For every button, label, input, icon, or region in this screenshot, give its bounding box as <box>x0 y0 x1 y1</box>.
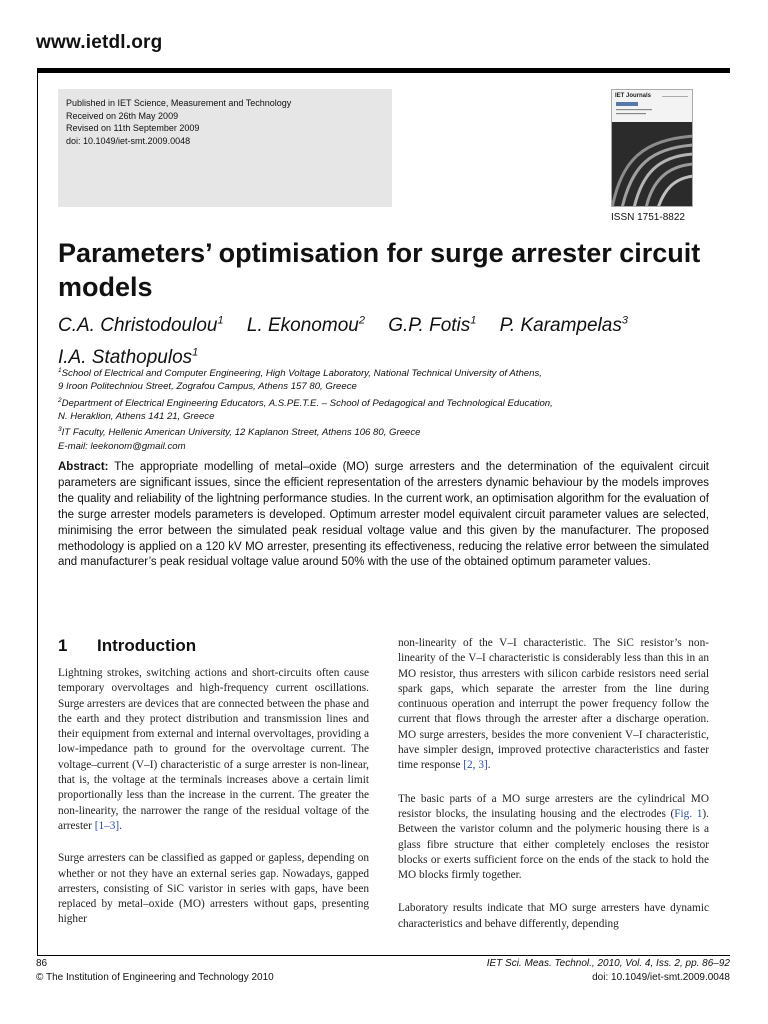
author-list <box>58 308 628 371</box>
citation-link[interactable]: [2, 3] <box>463 759 488 772</box>
author: P. Karampelas$^3$ <box>499 315 628 337</box>
footer-doi: doi: 10.1049/iet-smt.2009.0048 <box>592 972 730 983</box>
author: L. Ekonomou$^2$ <box>246 315 365 337</box>
journal-cover-image <box>611 89 693 207</box>
author: C.A. Christodoulou$^1$ <box>58 315 224 337</box>
journal-citation: IET Sci. Meas. Technol., 2010, Vol. 4, Iss. 2, pp. 86–92 <box>486 958 730 969</box>
site-url[interactable]: www.ietdl.org <box>36 32 163 53</box>
abstract <box>58 460 709 571</box>
paragraph: Surge arresters can be classified as gapped or gapless, depending on whether or not they have an external series gap. Nowadays, gapped arresters, consisting of SiC varistor in series with gaps, have been replaced by metal–oxide (MO) arresters without gaps, presenting higher <box>58 852 369 926</box>
page-number: 86 <box>36 958 48 969</box>
paragraph: Laboratory results indicate that MO surge arresters have dynamic characteristics and behave differently, depending <box>398 902 709 930</box>
section-title: Introduction <box>97 636 197 655</box>
revised-line: Revised on 11th September 2009 <box>66 123 200 133</box>
publication-line: Published in IET Science, Measurement and Technology <box>66 98 292 108</box>
citation-link[interactable]: [1–3] <box>94 819 120 832</box>
publication-info-box <box>58 89 392 207</box>
affiliations <box>58 364 553 453</box>
cover-artwork <box>612 90 693 207</box>
issn: ISSN 1751-8822 <box>611 212 685 223</box>
section-number: 1 <box>58 636 68 655</box>
affiliation-line: $^1$School of Electrical and Computer Engineering, High Voltage Laboratory, National Technical University of Athens, <box>58 367 542 380</box>
article-title: Parameters’ optimisation for surge arrester circuit models <box>58 238 701 302</box>
email-line[interactable]: E-mail: leekonom@gmail.com <box>58 440 186 452</box>
paragraph: The basic parts of a MO surge arresters are the cylindrical MO resistor blocks, the insulating housing and the electrodes (Fig. 1). Between the varistor column and the polymeric housing there is a glass fibre structure that either completely encloses the resistor blocks or exerts sufficient force on the ends of the stack to hold the MO blocks firmly together. <box>398 792 709 882</box>
cover-brand: IET Journals <box>615 93 652 99</box>
section-heading <box>58 636 196 656</box>
affiliation-line: $^3$IT Faculty, Hellenic American University, 12 Kaplanon Street, Athens 106 80, Greece <box>58 426 421 439</box>
received-line: Received on 26th May 2009 <box>66 110 179 121</box>
affiliation-line: 9 Iroon Politechniou Street, Zografou Campus, Athens 157 80, Greece <box>58 381 357 393</box>
affiliation-line: $^2$Department of Electrical Engineering Educators, A.S.PE.T.E. – School of Pedagogical and Technological Education, <box>58 396 553 409</box>
right-column <box>398 636 709 932</box>
figure-link[interactable]: Fig. 1 <box>674 807 703 820</box>
author: I.A. Stathopulos$^1$ <box>58 346 199 368</box>
abstract-label: Abstract: <box>58 461 109 473</box>
left-column <box>58 666 369 928</box>
affiliation-line: N. Heraklion, Athens 141 21, Greece <box>58 410 215 422</box>
paragraph: Lightning strokes, switching actions and short-circuits often cause temporary overvoltages and high-frequency current oscillations. Surge arresters are devices that are connected between the phase and the earth and they protect distribution and transmission lines and their equipment from external and internal overvoltages, providing a low-impedance path to ground for the overvoltage current. The voltage–current (V–I) characteristic of a surge arrester is non-linear, that is, the voltage at the terminals increases above a certain limit proportionally less than the increase in the current. The greater the non-linearity, the narrower the range of the residual voltage of the arrester [1–3]. <box>58 667 369 832</box>
doi-line: doi: 10.1049/iet-smt.2009.0048 <box>66 135 191 146</box>
author: G.P. Fotis$^1$ <box>388 315 477 337</box>
abstract-text: The appropriate modelling of metal–oxide (MO) surge arresters and the determination of the equivalent circuit parameters are significant issues, since the efficient representation of the arresters dynamic behaviour by the models improves the quality and reliability of the lightning performance studies. In the current work, an optimisation algorithm for the evaluation of the surge arrester models parameters is developed. Optimum arrester model equivalent circuit parameter values are selected, minimising the error between the simulated peak residual voltage value and this given by the manufacturer. The proposed methodology is applied on a 120 kV MO arrester, presenting its effectiveness, reducing the relative error between the simulated and manufacturer’s peak residual voltage value around 50% with the use of the obtained optimum parameter values. <box>58 461 709 569</box>
copyright: © The Institution of Engineering and Technology 2010 <box>36 972 274 983</box>
paragraph: non-linearity of the V–I characteristic. The SiC resistor’s non-linearity of the V–I characteristic is considerably less than this in an MO resistor, thus arresters with silicon carbide resistors need serial spark gaps, which separate the arrester from the line during continuous operation and interrupt the power frequency follow the current that flows through the arrester after a discharge operation. MO surge arresters, besides the more convenient V–I characteristic, have simpler design, improved protective characteristics and faster time response [2, 3]. <box>398 637 709 772</box>
